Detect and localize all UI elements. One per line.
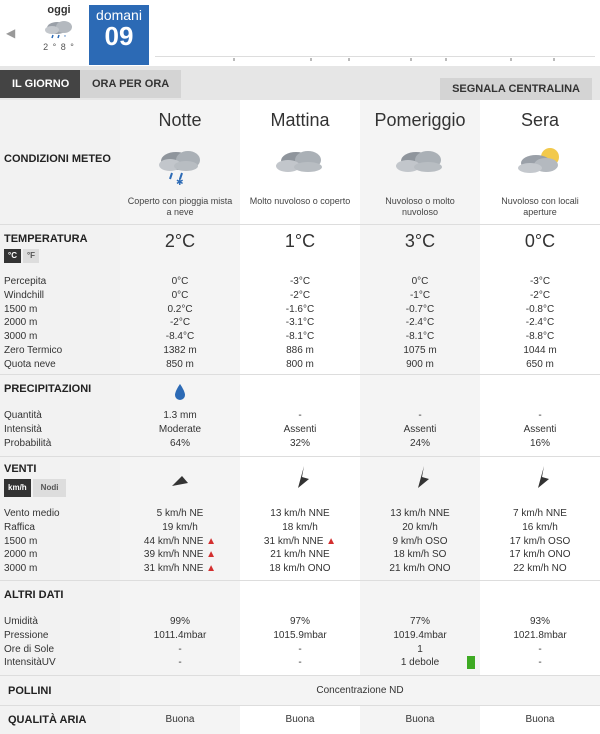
tab-day[interactable]: IL GIORNO <box>0 70 81 98</box>
row-label: 3000 m <box>4 563 38 575</box>
day-today[interactable] <box>36 4 82 52</box>
other-morning <box>240 581 360 675</box>
other-data-labels <box>4 615 56 670</box>
value: 19 km/h <box>162 521 198 533</box>
row-label: Windchill <box>4 289 45 301</box>
value: 39 km/h NNE <box>143 549 204 561</box>
pollen-row <box>0 676 600 706</box>
value: 1 debole <box>400 657 440 669</box>
day-strip <box>0 0 600 66</box>
row-label: Percepita <box>4 276 47 287</box>
value: - <box>178 657 182 669</box>
value: 0°C <box>171 289 189 301</box>
value: 886 m <box>286 344 314 356</box>
value: 18 km/h SO <box>393 549 447 561</box>
air-quality-value: Buona <box>120 706 240 734</box>
cloud-overcast-icon <box>390 145 450 181</box>
wind-labels <box>4 507 60 576</box>
value: -0.7°C <box>405 303 435 315</box>
row-label: Intensità <box>4 423 42 435</box>
temperature-morning <box>240 225 360 374</box>
main-temperature: 1°C <box>284 231 316 251</box>
value-with-warning <box>120 535 240 549</box>
value: 99% <box>169 616 190 627</box>
precipitation-title: PRECIPITAZIONI <box>4 383 92 395</box>
wind-direction-arrow-icon <box>412 464 432 490</box>
period-name: Sera <box>520 110 560 130</box>
value: -2°C <box>169 317 191 329</box>
unit-knots-button[interactable]: Nodi <box>33 479 67 497</box>
value: - <box>538 643 542 655</box>
other-night <box>120 581 240 675</box>
warning-icon: ▲ <box>206 563 217 575</box>
value: 21 km/h ONO <box>389 563 451 575</box>
cloud-sun-icon <box>510 145 570 181</box>
row-label: Umidità <box>4 616 38 627</box>
value: 9 km/h OSO <box>392 535 448 547</box>
unit-celsius-button[interactable]: °C <box>4 249 21 263</box>
row-label: 3000 m <box>4 331 38 343</box>
value: 13 km/h NNE <box>270 508 330 519</box>
row-label: IntensitàUV <box>4 657 56 669</box>
row-label: 1500 m <box>4 303 38 315</box>
value: - <box>538 410 542 421</box>
precipitation-afternoon <box>360 375 480 456</box>
value: 850 m <box>166 358 194 370</box>
unit-kmh-button[interactable]: km/h <box>4 479 31 497</box>
other-data-title: ALTRI DATI <box>4 589 64 601</box>
row-label: Quantità <box>4 410 42 421</box>
period-name: Mattina <box>270 110 330 130</box>
value: 31 km/h NNE <box>143 563 204 575</box>
value: 44 km/h NNE <box>143 535 204 547</box>
wind-night <box>120 457 240 580</box>
unit-fahrenheit-button[interactable]: °F <box>23 249 39 263</box>
value: 1075 m <box>403 344 437 356</box>
pollen-value: Concentrazione ND <box>120 676 600 705</box>
value: 1382 m <box>163 344 197 356</box>
air-quality-row <box>0 706 600 734</box>
day-tomorrow-number: 09 <box>104 21 134 51</box>
value: 1015.9mbar <box>273 629 327 641</box>
value: 16% <box>529 437 550 449</box>
value: -2.4°C <box>405 317 435 329</box>
rain-snow-cloud-icon <box>42 18 76 40</box>
temperature-unit-toggle <box>4 249 39 263</box>
value: 18 km/h ONO <box>269 563 331 575</box>
value: - <box>298 410 302 421</box>
value: - <box>298 657 302 669</box>
temperature-evening <box>480 225 600 374</box>
tab-bar <box>0 66 600 100</box>
value: -8.1°C <box>405 331 435 343</box>
value: - <box>538 657 542 669</box>
row-label: 2000 m <box>4 317 38 329</box>
value: 1011.4mbar <box>153 629 207 641</box>
temperature-afternoon <box>360 225 480 374</box>
wind-direction-arrow-icon <box>532 464 552 490</box>
air-quality-value: Buona <box>360 706 480 734</box>
temperature-labels <box>4 275 62 372</box>
raindrop-icon <box>174 383 186 401</box>
value: 17 km/h OSO <box>509 535 571 547</box>
value: 1.3 mm <box>163 410 197 421</box>
value: 1019.4mbar <box>393 629 447 641</box>
wind-row <box>0 457 600 581</box>
value: Assenti <box>283 423 317 435</box>
value: 24% <box>409 437 430 449</box>
temperature-title: TEMPERATURA <box>4 233 88 245</box>
value: -1°C <box>409 289 431 301</box>
report-station-button[interactable]: SEGNALA CENTRALINA <box>440 78 592 100</box>
air-quality-value: Buona <box>480 706 600 734</box>
warning-icon: ▲ <box>206 535 217 547</box>
wind-title: VENTI <box>4 463 37 475</box>
day-strip-track <box>155 56 595 64</box>
value: 16 km/h <box>522 521 558 533</box>
temperature-row <box>0 225 600 375</box>
value: - <box>298 643 302 655</box>
uv-level-indicator <box>467 656 475 669</box>
precipitation-labels <box>4 409 51 450</box>
day-today-temps: 2 ° 8 ° <box>43 42 75 52</box>
value: 17 km/h ONO <box>509 549 571 561</box>
value: -2°C <box>529 289 551 301</box>
precipitation-morning <box>240 375 360 456</box>
main-temperature: 0°C <box>524 231 556 251</box>
period-afternoon <box>360 100 480 224</box>
precipitation-night <box>120 375 240 456</box>
day-tomorrow[interactable] <box>89 5 149 65</box>
value: 97% <box>289 616 310 627</box>
period-morning <box>240 100 360 224</box>
row-label: Zero Termico <box>4 344 63 356</box>
period-night <box>120 100 240 224</box>
value: -3°C <box>289 276 311 287</box>
wind-morning <box>240 457 360 580</box>
value: -3°C <box>529 276 551 287</box>
main-temperature: 2°C <box>164 231 196 251</box>
wind-unit-toggle <box>4 479 66 497</box>
conditions-title: CONDIZIONI METEO <box>4 153 111 165</box>
day-today-label: oggi <box>47 4 71 16</box>
condition-description: Nuvoloso o molto nuvoloso <box>385 196 455 217</box>
value: Assenti <box>403 423 437 435</box>
value: 0°C <box>171 276 189 287</box>
previous-day-arrow-icon[interactable]: ◀ <box>6 26 16 40</box>
value: 22 km/h NO <box>513 563 567 575</box>
main-temperature: 3°C <box>404 231 436 251</box>
value: 650 m <box>526 358 554 370</box>
period-name: Notte <box>158 110 202 130</box>
wind-evening <box>480 457 600 580</box>
value-with-warning <box>240 535 360 549</box>
value-with-warning <box>120 562 240 576</box>
value: 5 km/h NE <box>156 508 204 519</box>
value: 32% <box>289 437 310 449</box>
uv-value-row <box>360 656 480 670</box>
cloud-rain-snow-icon <box>152 145 208 185</box>
value: -8.8°C <box>525 331 555 343</box>
value: -3.1°C <box>285 317 315 329</box>
value: 77% <box>409 616 430 627</box>
other-data-row <box>0 581 600 676</box>
value: 18 km/h <box>282 521 318 533</box>
warning-icon: ▲ <box>326 535 337 547</box>
value: -8.1°C <box>285 331 315 343</box>
cloud-overcast-icon <box>270 145 330 181</box>
value: 64% <box>169 437 190 449</box>
warning-icon: ▲ <box>206 549 217 561</box>
row-label: Quota neve <box>4 358 56 370</box>
value: 21 km/h NNE <box>270 549 330 561</box>
value: Moderate <box>158 423 202 435</box>
conditions-row <box>0 100 600 225</box>
row-label: Raffica <box>4 521 35 533</box>
pollen-title: POLLINI <box>8 685 52 697</box>
value: 0°C <box>411 276 429 287</box>
row-label: 2000 m <box>4 549 38 561</box>
row-label: Vento medio <box>4 508 60 519</box>
period-name: Pomeriggio <box>374 110 466 130</box>
period-evening <box>480 100 600 224</box>
precipitation-row <box>0 375 600 457</box>
value: 1021.8mbar <box>513 629 567 641</box>
forecast-grid <box>0 100 600 734</box>
day-tomorrow-label: domani <box>96 7 142 23</box>
value: -8.4°C <box>165 331 195 343</box>
condition-description: Coperto con pioggia mista a neve <box>127 196 233 217</box>
value: -0.8°C <box>525 303 555 315</box>
other-afternoon <box>360 581 480 675</box>
row-label: Probabilità <box>4 437 52 449</box>
value: - <box>178 643 182 655</box>
row-label: 1500 m <box>4 535 38 547</box>
tab-hourly[interactable]: ORA PER ORA <box>80 70 181 98</box>
wind-direction-arrow-icon <box>292 464 312 490</box>
svg-text:*: * <box>64 35 66 40</box>
value: Assenti <box>523 423 557 435</box>
row-label: Ore di Sole <box>4 643 55 655</box>
svg-text:✱: ✱ <box>176 177 184 185</box>
value: 31 km/h NNE <box>263 535 324 547</box>
other-evening <box>480 581 600 675</box>
temperature-night <box>120 225 240 374</box>
value: -2.4°C <box>525 317 555 329</box>
air-quality-title: QUALITÀ ARIA <box>8 714 87 726</box>
wind-afternoon <box>360 457 480 580</box>
value: 13 km/h NNE <box>390 508 450 519</box>
wind-direction-arrow-icon <box>170 465 192 489</box>
condition-description: Nuvoloso con locali aperture <box>501 196 579 217</box>
value: 900 m <box>406 358 434 370</box>
precipitation-evening <box>480 375 600 456</box>
value: 20 km/h <box>402 521 438 533</box>
value-with-warning <box>120 548 240 562</box>
air-quality-value: Buona <box>240 706 360 734</box>
value: -1.6°C <box>285 303 315 315</box>
value: 0.2°C <box>167 303 193 315</box>
value: -2°C <box>289 289 311 301</box>
value: 800 m <box>286 358 314 370</box>
row-label: Pressione <box>4 629 49 641</box>
value: 7 km/h NNE <box>513 508 567 519</box>
value: 93% <box>529 616 550 627</box>
value: - <box>418 410 422 421</box>
value: 1044 m <box>523 344 557 356</box>
condition-description: Molto nuvoloso o coperto <box>249 196 351 206</box>
value: 1 <box>417 643 423 655</box>
